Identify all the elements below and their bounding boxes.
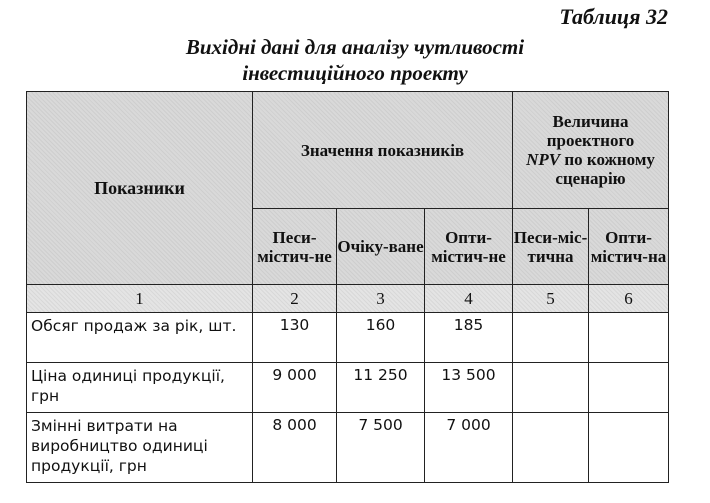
- cell-npv-pessimistic: [513, 413, 589, 483]
- cell-npv-pessimistic: [513, 363, 589, 413]
- table-title: [0, 34, 710, 86]
- header-npv-abbr: NPV: [526, 150, 561, 169]
- cell-optimistic: 7 000: [425, 413, 513, 483]
- column-number: 1: [27, 285, 253, 313]
- table-row: [27, 413, 669, 483]
- cell-optimistic: 185: [425, 313, 513, 363]
- cell-expected: 7 500: [337, 413, 425, 483]
- cell-pessimistic: 9 000: [253, 363, 337, 413]
- cell-npv-optimistic: [589, 363, 669, 413]
- title-line-1: Вихідні дані для аналізу чутливості: [185, 35, 525, 59]
- cell-npv-pessimistic: [513, 313, 589, 363]
- row-label: Обсяг продаж за рік, шт.: [27, 313, 253, 363]
- header-optimistic: Опти-містич-не: [425, 209, 513, 285]
- column-number: 5: [513, 285, 589, 313]
- column-number: 4: [425, 285, 513, 313]
- column-number: 3: [337, 285, 425, 313]
- table-row: [27, 363, 669, 413]
- cell-optimistic: 13 500: [425, 363, 513, 413]
- sensitivity-table: [26, 91, 669, 483]
- cell-pessimistic: 130: [253, 313, 337, 363]
- cell-expected: 11 250: [337, 363, 425, 413]
- header-values-group: Значення показників: [253, 92, 513, 209]
- header-npv-optimistic: Опти-містич-на: [589, 209, 669, 285]
- cell-npv-optimistic: [589, 313, 669, 363]
- header-npv-pessimistic: Песи-міс-тична: [513, 209, 589, 285]
- cell-expected: 160: [337, 313, 425, 363]
- row-label: Змінні витрати на виробництво одиниці продукції, грн: [27, 413, 253, 483]
- header-indicators: Показники: [27, 92, 253, 285]
- cell-pessimistic: 8 000: [253, 413, 337, 483]
- header-expected: Очіку-ване: [337, 209, 425, 285]
- header-npv-group: [513, 92, 669, 209]
- table-number: Таблиця 32: [559, 4, 668, 29]
- column-number-row: [27, 285, 669, 313]
- header-pessimistic: Песи-містич-не: [253, 209, 337, 285]
- header-npv-pre: Величина проектного: [546, 112, 635, 150]
- row-label: Ціна одиниці продукції, грн: [27, 363, 253, 413]
- column-number: 2: [253, 285, 337, 313]
- header-npv-post: по кожному сценарію: [555, 150, 655, 188]
- table-row: [27, 313, 669, 363]
- column-number: 6: [589, 285, 669, 313]
- cell-npv-optimistic: [589, 413, 669, 483]
- title-line-2: інвестиційного проекту: [242, 61, 468, 85]
